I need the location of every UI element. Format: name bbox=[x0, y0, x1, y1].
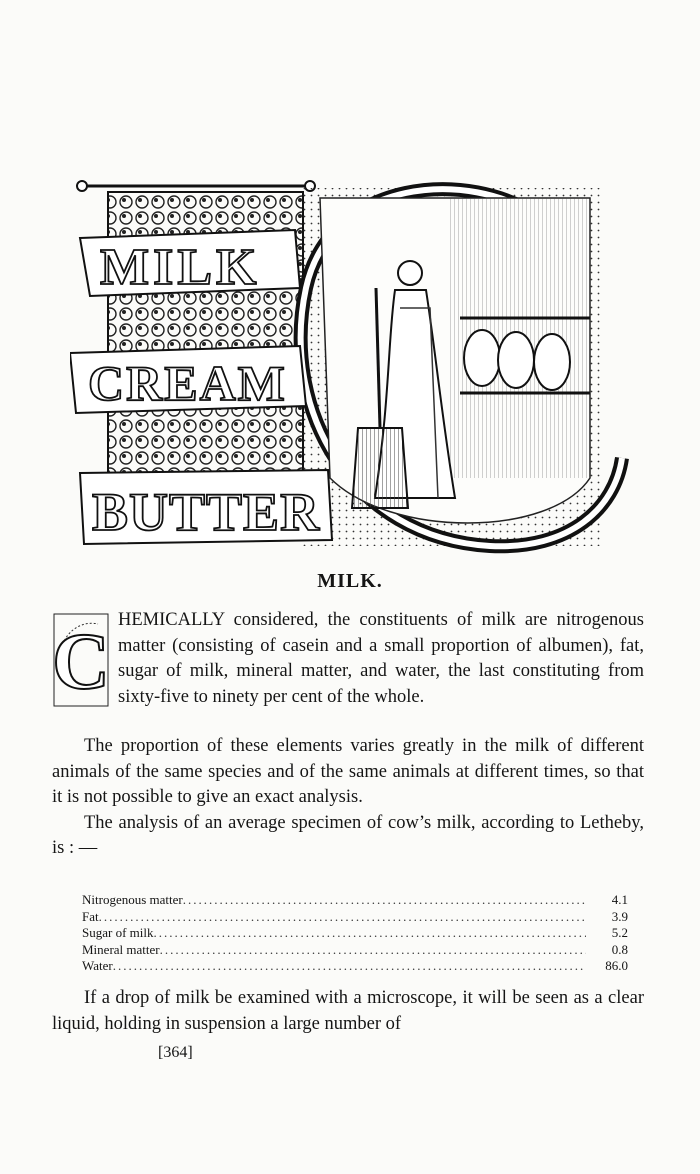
drop-cap bbox=[52, 612, 110, 708]
row-value: 5.2 bbox=[611, 925, 628, 940]
row-label: Fat bbox=[82, 908, 99, 924]
table-row bbox=[82, 958, 628, 975]
row-label: Mineral matter bbox=[82, 941, 160, 957]
leader-dots bbox=[160, 942, 586, 959]
page-number: [364] bbox=[158, 1044, 193, 1061]
table-row bbox=[82, 909, 628, 926]
row-value: 3.9 bbox=[611, 908, 628, 924]
row-value: 4.1 bbox=[611, 892, 628, 907]
paragraph-4-block bbox=[52, 986, 644, 1037]
paragraph-2: The proportion of these elements varies greatly in the milk of different animals of the same species and of the same animals at different times, so that it is not possible to give an exact analysis. bbox=[52, 736, 644, 807]
drop-cap-letter: C bbox=[52, 618, 110, 706]
banner-word-butter: BUTTER bbox=[92, 482, 321, 542]
row-label: Water bbox=[82, 958, 113, 973]
table-row bbox=[82, 892, 628, 909]
row-value: 86.0 bbox=[605, 958, 628, 973]
paragraphs-block bbox=[52, 734, 644, 862]
paragraph-1 bbox=[52, 608, 644, 710]
row-label: Nitrogenous matter bbox=[82, 892, 183, 907]
paragraph-1-text: HEMICALLY considered, the constituents of milk are nitrogenous matter (consisting of casein and a small proportion of albumen), fat, sugar of milk, mineral matter, and water, the last constituting from sixty-five to ninety per cent of the whole. bbox=[118, 610, 644, 707]
paragraph-4: If a drop of milk be examined with a microscope, it will be seen as a clear liquid, holding in suspension a large number of bbox=[52, 988, 644, 1034]
leader-dots bbox=[113, 958, 586, 975]
table-row bbox=[82, 942, 628, 959]
table-row bbox=[82, 925, 628, 942]
row-value: 0.8 bbox=[611, 941, 628, 957]
header-illustration bbox=[70, 178, 630, 558]
section-heading: MILK. bbox=[317, 570, 383, 592]
leader-dots bbox=[154, 925, 587, 942]
banner-word-milk: MILK bbox=[100, 239, 261, 296]
row-label: Sugar of milk bbox=[82, 925, 154, 940]
paragraph-3: The analysis of an average specimen of cow’s milk, according to Letheby, is : — bbox=[52, 812, 644, 858]
banner-word-cream: CREAM bbox=[88, 355, 287, 411]
leader-dots bbox=[183, 892, 586, 909]
analysis-table bbox=[82, 892, 628, 975]
leader-dots bbox=[99, 909, 586, 926]
